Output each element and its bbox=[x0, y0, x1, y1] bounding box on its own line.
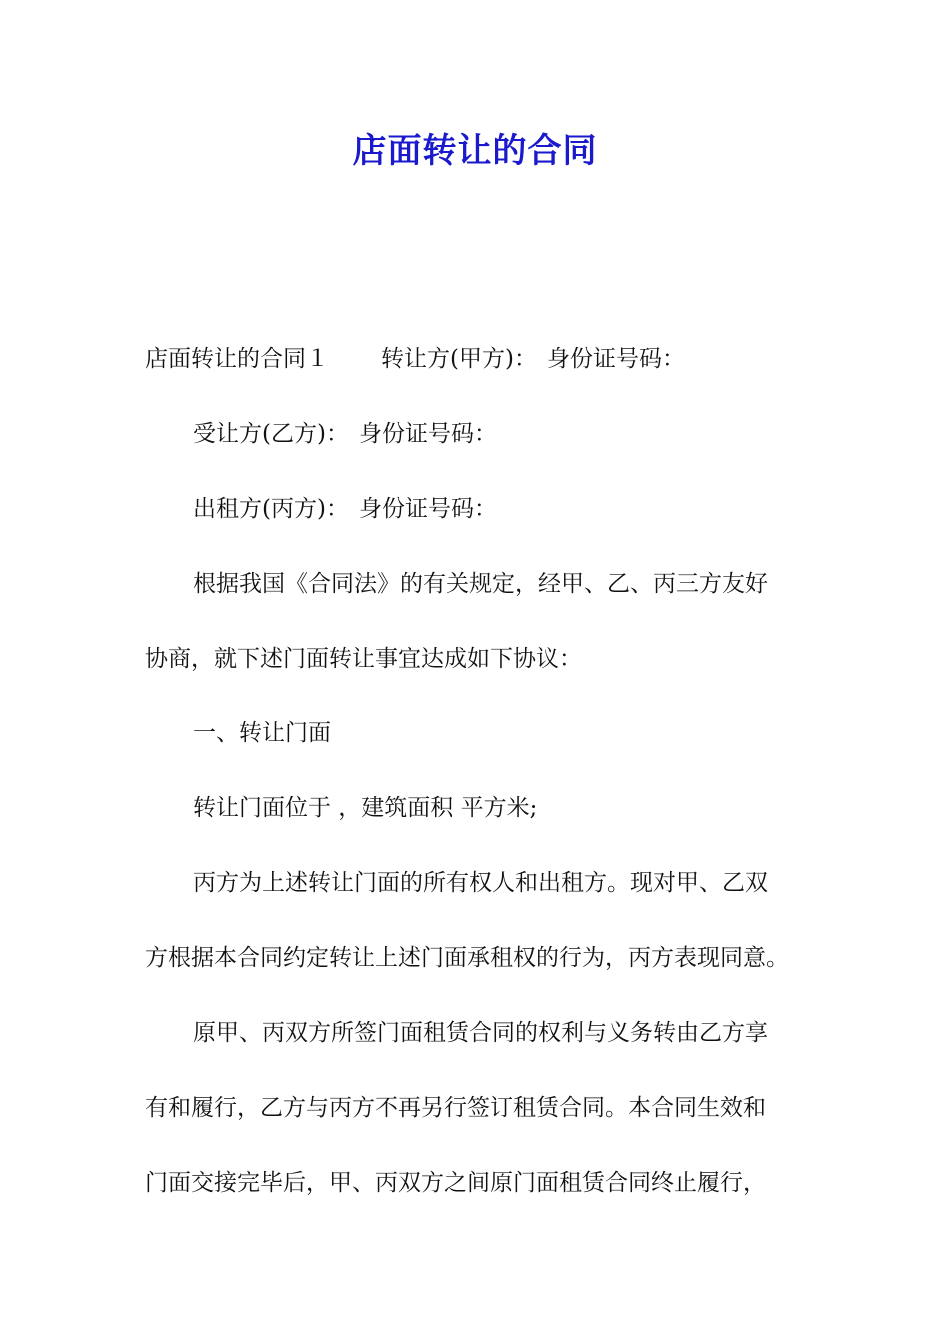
paragraph-3-line-2: 有和履行，乙方与丙方不再另行签订租赁合同。本合同生效和 bbox=[145, 1095, 766, 1121]
contract-subtitle: 店面转让的合同１ bbox=[145, 346, 329, 372]
lessor-id-label: 身份证号码： bbox=[358, 496, 497, 522]
party-line-transferee bbox=[193, 417, 810, 451]
section-1-line-1: 转让门面位于 ，建筑面积 平方米; bbox=[193, 795, 538, 821]
paragraph-2-line-2: 方根据本合同约定转让上述门面承租权的行为，丙方表现同意。 bbox=[145, 945, 789, 971]
section-1-heading: 一、转让门面 bbox=[193, 720, 331, 746]
transferor-label: 转让方(甲方)： bbox=[381, 346, 537, 372]
paragraph-1-line-1: 根据我国《合同法》的有关规定，经甲、乙、丙三方友好 bbox=[193, 571, 768, 597]
lessor-label: 出租方(丙方)： bbox=[193, 496, 349, 522]
transferor-id-label: 身份证号码： bbox=[546, 346, 685, 372]
document-title: 店面转让的合同 bbox=[352, 131, 598, 171]
paragraph-3-line-3: 门面交接完毕后，甲、丙双方之间原门面租赁合同终止履行， bbox=[145, 1170, 766, 1196]
transferee-id-label: 身份证号码： bbox=[358, 421, 497, 447]
paragraph-2-line-1: 丙方为上述转让门面的所有权人和出租方。现对甲、乙双 bbox=[193, 870, 768, 896]
paragraph-3-line-1: 原甲、丙双方所签门面租赁合同的权利与义务转由乙方享 bbox=[193, 1020, 768, 1046]
party-line-lessor bbox=[193, 492, 810, 526]
transferee-label: 受让方(乙方)： bbox=[193, 421, 349, 447]
party-line-transferor bbox=[145, 342, 810, 376]
paragraph-1-line-2: 协商，就下述门面转让事宜达成如下协议： bbox=[145, 646, 582, 672]
